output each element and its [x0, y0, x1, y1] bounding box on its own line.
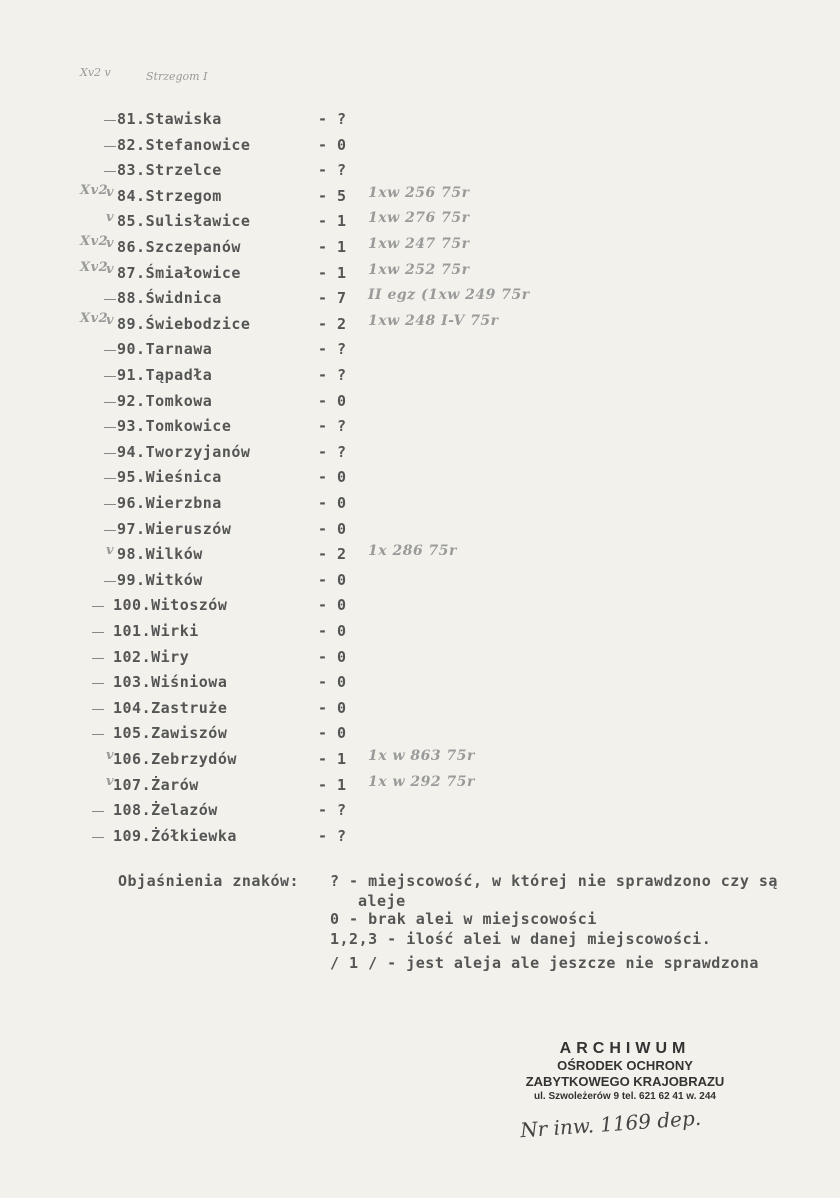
locality-name: Świdnica: [145, 289, 222, 308]
locality-number: 109.: [113, 826, 152, 845]
status-code: - 5: [318, 186, 347, 205]
stamp-line-3: ul. Szwoleżerów 9 tel. 621 62 41 w. 244: [534, 1091, 716, 1102]
handwritten-note: 1xw 248 I-V 75r: [368, 312, 499, 329]
status-code: - 1: [318, 238, 347, 256]
pencil-dash: [92, 632, 104, 633]
locality-entry: [113, 596, 227, 614]
locality-entry: [113, 648, 189, 666]
locality-number: 88.: [117, 289, 146, 308]
status-code: - 1: [318, 212, 347, 231]
handwritten-note: 1x 286 75r: [368, 543, 457, 560]
legend-line-4: / 1 / - jest aleja ale jeszcze nie sprawdzona: [330, 954, 759, 972]
check-mark: v: [106, 236, 115, 251]
legend-line-1: ? - miejscowość, w której nie sprawdzono czy są: [330, 872, 778, 890]
list-row: [0, 596, 840, 621]
locality-entry: [113, 699, 227, 717]
locality-name: Wiry: [151, 647, 190, 666]
stamp-line-2: ZABYTKOWEGO KRAJOBRAZU: [525, 1074, 725, 1089]
locality-name: Wiśniowa: [151, 673, 228, 692]
status-code: - 0: [318, 724, 347, 743]
locality-entry: [117, 212, 250, 230]
pencil-dash: [92, 709, 104, 710]
status-code: - 0: [318, 698, 347, 717]
margin-mark: Xv2: [80, 182, 109, 198]
locality-entry: [113, 673, 227, 691]
pencil-dash: [92, 658, 104, 659]
locality-name: Strzelce: [145, 161, 222, 180]
list-row: [0, 417, 840, 442]
check-mark: v: [106, 773, 115, 789]
pencil-dash: [104, 478, 116, 479]
locality-number: 98.: [117, 545, 146, 564]
pencil-dash: [104, 427, 116, 428]
locality-number: 106.: [113, 750, 152, 768]
locality-entry: [117, 238, 241, 256]
status-code: - ?: [318, 340, 347, 359]
locality-number: 108.: [113, 801, 152, 820]
list-row: [0, 392, 840, 417]
check-mark: v: [106, 210, 115, 226]
locality-entry: [113, 827, 237, 845]
locality-number: 92.: [117, 391, 146, 410]
locality-number: 104.: [113, 698, 152, 717]
locality-name: Śmiałowice: [145, 263, 241, 282]
status-code: - 1: [318, 750, 347, 768]
status-code: - ?: [318, 442, 347, 461]
status-code: - 7: [318, 289, 347, 308]
legend-line-3: 1,2,3 - ilość alei w danej miejscowości.: [330, 930, 712, 948]
locality-name: Wirki: [151, 622, 199, 640]
locality-number: 101.: [113, 622, 152, 640]
list-row: [0, 773, 840, 801]
locality-name: Zebrzydów: [151, 750, 237, 768]
status-code: - ?: [318, 366, 347, 384]
list-row: [0, 520, 840, 545]
locality-entry: [117, 571, 203, 589]
status-code: - 0: [318, 391, 347, 410]
handwritten-note: 1x w 292 75r: [368, 773, 475, 790]
locality-number: 85.: [117, 212, 146, 231]
locality-name: Stawiska: [145, 110, 222, 128]
locality-number: 105.: [113, 724, 152, 743]
locality-number: 86.: [117, 238, 146, 256]
locality-entry: [117, 110, 222, 128]
locality-number: 102.: [113, 647, 152, 666]
status-code: - 2: [318, 314, 347, 333]
locality-name: Szczepanów: [145, 238, 241, 256]
pencil-dash: [104, 402, 116, 403]
locality-name: Wieśnica: [145, 468, 222, 487]
locality-number: 97.: [117, 519, 146, 538]
locality-number: 82.: [117, 135, 146, 154]
list-row: [0, 136, 840, 161]
locality-number: 103.: [113, 673, 152, 692]
locality-name: Wilków: [145, 545, 203, 564]
locality-number: 89.: [117, 314, 146, 333]
locality-entry: [113, 724, 227, 742]
pencil-dash: [104, 350, 116, 351]
list-row: [0, 724, 840, 749]
status-code: - 0: [318, 622, 347, 640]
handwritten-note: 1x w 863 75r: [368, 748, 475, 764]
status-code: - 1: [318, 263, 347, 282]
locality-entry: [117, 443, 250, 461]
list-row: [0, 494, 840, 519]
list-row: [0, 310, 840, 340]
locality-entry: [117, 136, 250, 154]
list-row: [0, 571, 840, 596]
locality-name: Wierzbna: [145, 494, 222, 512]
locality-number: 100.: [113, 596, 152, 615]
locality-name: Tomkowa: [145, 391, 213, 410]
status-code: - 0: [318, 596, 347, 615]
pencil-dash: [104, 453, 116, 454]
list-row: [0, 545, 840, 570]
list-row: [0, 648, 840, 673]
list-row: [0, 340, 840, 365]
list-row: [0, 212, 840, 237]
locality-entry: [117, 315, 250, 333]
handwritten-note: II egz (1xw 249 75r: [368, 287, 530, 304]
check-mark: v: [106, 543, 115, 559]
status-code: - 0: [318, 570, 347, 589]
locality-name: Sulisławice: [145, 212, 251, 231]
status-code: - 1: [318, 775, 347, 794]
locality-name: Zawiszów: [151, 724, 228, 743]
pencil-dash: [92, 811, 104, 812]
locality-entry: [113, 750, 237, 768]
locality-number: 107.: [113, 775, 152, 794]
list-row: [0, 259, 840, 289]
locality-number: 91.: [117, 366, 146, 384]
locality-number: 84.: [117, 186, 146, 205]
archive-stamp: [510, 1040, 740, 1104]
pencil-dash: [104, 299, 116, 300]
locality-number: 99.: [117, 570, 146, 589]
status-code: - 0: [318, 468, 347, 487]
list-row: [0, 827, 840, 852]
locality-entry: [117, 417, 231, 435]
locality-name: Tomkowice: [145, 417, 232, 436]
margin-mark: Xv2: [80, 234, 109, 249]
legend-label: Objaśnienia znaków:: [118, 872, 300, 890]
pencil-dash: [92, 837, 104, 838]
handwritten-note: 1xw 276 75r: [368, 210, 470, 227]
list-row: [0, 673, 840, 698]
locality-name: Świebodzice: [145, 314, 251, 333]
list-row: [0, 182, 840, 212]
locality-name: Tworzyjanów: [145, 442, 251, 461]
top-left-note: Xv2 v: [80, 66, 111, 79]
locality-entry: [113, 776, 199, 794]
stamp-title: ARCHIWUM: [559, 1040, 691, 1057]
locality-entry: [117, 468, 222, 486]
status-code: - 0: [318, 135, 347, 154]
locality-entry: [117, 545, 203, 563]
locality-entry: [113, 801, 218, 819]
list-row: [0, 234, 840, 263]
locality-number: 94.: [117, 442, 146, 461]
locality-name: Tarnawa: [145, 340, 213, 359]
handwritten-note: 1xw 247 75r: [368, 236, 470, 252]
locality-entry: [117, 187, 222, 205]
handwritten-note: 1xw 256 75r: [368, 184, 470, 201]
status-code: - 2: [318, 545, 347, 564]
locality-number: 95.: [117, 468, 146, 487]
status-code: - 0: [318, 494, 347, 512]
pencil-dash: [104, 120, 116, 121]
list-row: [0, 622, 840, 647]
status-code: - 0: [318, 519, 347, 538]
locality-name: Strzegom: [145, 186, 222, 205]
check-mark: v: [106, 748, 115, 763]
pencil-dash: [104, 171, 116, 172]
list-row: [0, 699, 840, 724]
status-code: - ?: [318, 801, 347, 820]
locality-entry: [117, 520, 231, 538]
list-row: [0, 110, 840, 135]
locality-name: Zastruże: [151, 698, 228, 717]
locality-entry: [117, 289, 222, 307]
pencil-dash: [104, 376, 116, 377]
locality-number: 83.: [117, 161, 146, 180]
list-row: [0, 289, 840, 314]
locality-name: Wieruszów: [145, 519, 232, 538]
check-mark: v: [106, 312, 115, 328]
list-row: [0, 468, 840, 493]
check-mark: v: [106, 261, 115, 277]
locality-entry: [117, 392, 212, 410]
locality-entry: [117, 264, 241, 282]
margin-mark: Xv2: [80, 310, 109, 326]
pencil-dash: [92, 683, 104, 684]
locality-name: Żółkiewka: [151, 826, 237, 845]
pencil-dash: [92, 734, 104, 735]
locality-entry: [117, 161, 222, 179]
pencil-dash: [104, 581, 116, 582]
locality-name: Stefanowice: [145, 135, 251, 154]
pencil-dash: [104, 530, 116, 531]
locality-name: Tąpadła: [145, 366, 213, 384]
status-code: - 0: [318, 673, 347, 692]
check-mark: v: [106, 184, 115, 200]
status-code: - ?: [318, 417, 347, 436]
locality-number: 81.: [117, 110, 146, 128]
locality-number: 87.: [117, 263, 146, 282]
locality-name: Witoszów: [151, 596, 228, 615]
stamp-line-1: OŚRODEK OCHRONY: [557, 1058, 693, 1073]
list-row: [0, 801, 840, 826]
status-code: - 0: [318, 647, 347, 666]
handwritten-note: 1xw 252 75r: [368, 261, 470, 278]
pencil-dash: [104, 504, 116, 505]
pencil-dash: [92, 606, 104, 607]
margin-mark: Xv2: [80, 259, 109, 275]
inventory-number: Nr inw. 1169 dep.: [519, 1105, 702, 1143]
list-row: [0, 161, 840, 186]
list-row: [0, 443, 840, 468]
locality-entry: [113, 622, 199, 640]
locality-name: Witków: [145, 570, 203, 589]
locality-entry: [117, 340, 212, 358]
legend-line-1b: aleje: [358, 892, 406, 910]
list-row: [0, 750, 840, 775]
status-code: - ?: [318, 161, 347, 180]
pencil-dash: [104, 146, 116, 147]
status-code: - ?: [318, 826, 347, 845]
locality-entry: [117, 366, 212, 384]
legend-line-2: 0 - brak alei w miejscowości: [330, 910, 597, 928]
locality-number: 96.: [117, 494, 146, 512]
locality-number: 93.: [117, 417, 146, 436]
list-row: [0, 366, 840, 391]
locality-name: Żelazów: [151, 801, 218, 820]
locality-name: Żarów: [151, 775, 199, 794]
status-code: - ?: [318, 110, 347, 128]
locality-entry: [117, 494, 222, 512]
top-right-note: Strzegom I: [146, 70, 208, 83]
locality-number: 90.: [117, 340, 146, 359]
